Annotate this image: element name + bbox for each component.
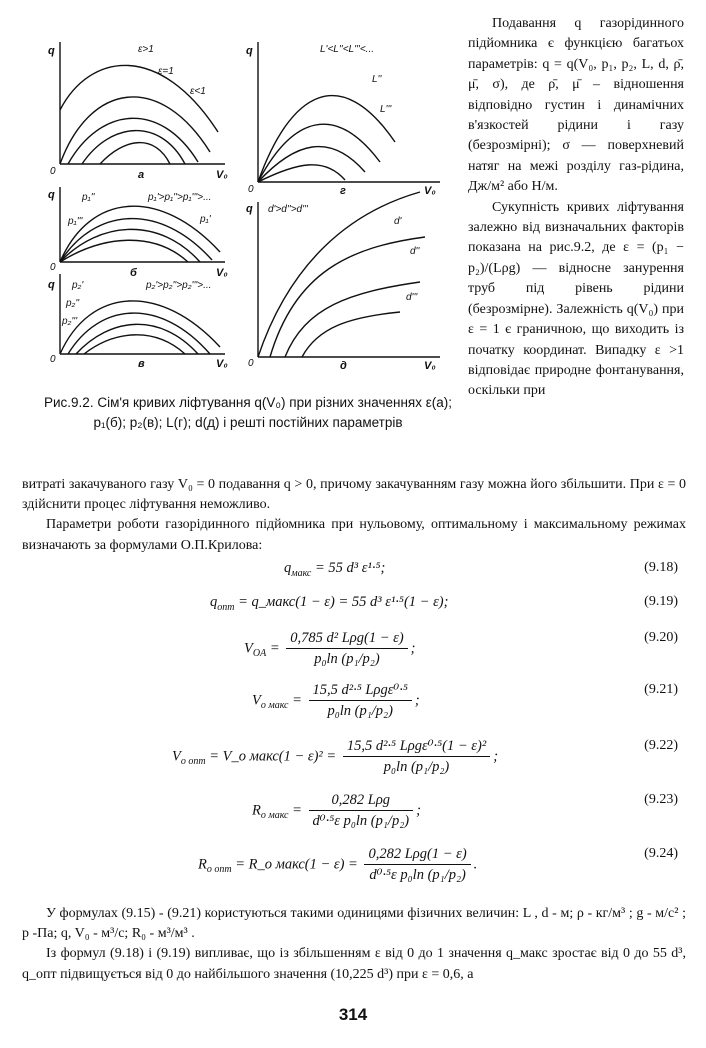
- panel-d-q-label: q: [246, 203, 253, 215]
- panel-b-origin: 0: [50, 262, 56, 273]
- panel-b-letter: б: [130, 267, 137, 279]
- panel-g-label-2: L'': [372, 74, 382, 85]
- page-number: 314: [338, 1005, 368, 1024]
- paragraph: Сукупність кривих ліфтування залежно від визначальних факторів показана на рис.9.2, де ε = (p₁ − p₂)/(Lρg) — відносне занурення труб під рівень рідини (безрозмірне). Залежність q(V₀) при ε = 1 є граничною, що виходить із початку координат. Випадку ε >1 відповідає природне фонтанування, оскільки при: [468, 199, 684, 399]
- panel-d-label-3: d'': [410, 246, 420, 257]
- panel-g-label-1: L'<L''<L'''<...: [320, 44, 374, 55]
- paragraph: Параметри роботи газорідинного підйомника при нульовому, оптимальному і максимальному режимах визначають за формулами О.П.Крилова:: [22, 517, 686, 553]
- panel-d-letter: д: [340, 360, 347, 372]
- equation-9-19: $q_{опт}$ = q_макс(1 − ε) = 55 d³ ε¹·⁵(1 − ε); (9.19): [210, 594, 678, 613]
- panel-v-label-1: p₂': [72, 280, 84, 291]
- panel-g-label-3: L''': [380, 104, 392, 115]
- panel-a-letter: a: [138, 169, 145, 181]
- paragraph: витраті закачуваного газу V₀ = 0 подавання q > 0, причому закачуванням газу можна його збільшити. При ε = 0 здійснити процес ліфтування неможливо.: [22, 477, 686, 513]
- panel-a-x-label: V₀: [216, 169, 228, 181]
- figure-9-2: [20, 12, 460, 372]
- equation-9-18: $q_{макс} = 55$ d³ ε¹·⁵; (9.18): [284, 560, 678, 579]
- panel-a-origin: 0: [50, 166, 56, 177]
- panel-v-label-2: p₂'': [66, 298, 80, 309]
- equation-9-22: $V_{o опт}$ = V_o макс(1 − ε)² = $\frac{\text{15,5 d²·⁵ Lρgε⁰·⁵(1 − ε)²}}{\text{p₀ln (p₁/p₂)}}$ ; (9.22): [172, 738, 678, 775]
- panel-d-label-1: d'>d''>d''': [268, 204, 308, 215]
- panel-b-label-3: p₁''': [68, 216, 83, 227]
- right-column-text: [468, 14, 684, 402]
- equation-9-20: $V_{OA}$ = $\frac{\text{0,785 d² Lρg(1 − ε)}}{\text{p₀ln (p₁/p₂)}}$ ; (9.20): [244, 630, 678, 667]
- panel-g-origin: 0: [248, 184, 254, 195]
- panel-v-label-3: p₂''': [62, 316, 78, 327]
- equation-9-24: $R_{o опт}$ = R_o макс(1 − ε) = $\frac{\text{0,282 Lρg(1 − ε)}}{\text{d⁰·⁵ε p₀ln (p₁/p₂)}}$ . (9.24): [198, 846, 678, 883]
- equation-9-21: $V_{o макс}$ = $\frac{\text{15,5 d²·⁵ Lρgε⁰·⁵}}{\text{p₀ln (p₁/p₂)}}$ ; (9.21): [252, 682, 678, 719]
- panel-a: [60, 42, 225, 164]
- panel-a-label-2: ε=1: [158, 66, 174, 77]
- panel-d: [258, 192, 440, 357]
- panel-d-origin: 0: [248, 358, 254, 369]
- panel-b-label-4: p₁': [200, 214, 211, 225]
- panel-g-letter: г: [340, 185, 346, 197]
- paragraph: У формулах (9.15) - (9.21) користуються такими одиницями фізичних величин: L , d - м; ρ - кг/м³ ; g - м/с² ; p -Па; q, V₀ - м³/с; R₀ - м³/м³ .: [22, 906, 686, 942]
- panel-v-x-label: V₀: [216, 358, 228, 370]
- paragraph: Подавання q газорідинного підйомника є функцією багатьох параметрів: q = q(V₀, p₁, p₂, L, d, ρ̄, μ̄, σ), де ρ̄, μ̄ – відношення відповідно густин і динамічних в'язкостей рідини і газу (безрозмірні); σ — поверхневий натяг на межі розділу газ-рідина, Дж/м² або Н/м.: [468, 16, 684, 195]
- panel-v-origin: 0: [50, 354, 56, 365]
- panel-d-label-4: d''': [406, 292, 418, 303]
- figure-caption: Рис.9.2. Сім'я кривих ліфтування q(V₀) при різних значеннях ε(а); p₁(б); p₂(в); L(г); d(д) і решті постійних параметрів: [44, 395, 452, 430]
- equation-9-23: $R_{o макс}$ = $\frac{\text{0,282 Lρg}}{\text{d⁰·⁵ε p₀ln (p₁/p₂)}}$ ; (9.23): [252, 792, 678, 829]
- panel-a-label-3: ε<1: [190, 86, 206, 97]
- panel-v-q-label: q: [48, 279, 55, 291]
- panel-g-x-label: V₀: [424, 185, 436, 197]
- panel-b-x-label: V₀: [216, 267, 228, 279]
- panel-a-q-label: q: [48, 45, 55, 57]
- body-text-2: [22, 904, 686, 985]
- panel-v-letter: в: [138, 358, 145, 370]
- panel-v-label-4: p₂'>p₂''>p₂'''>...: [146, 280, 212, 291]
- lift-curves-figure: [20, 12, 460, 372]
- body-text-1: [22, 475, 686, 556]
- panel-g: [258, 42, 440, 182]
- panel-b-label-1: p₁'>p₁''>p₁'''>...: [148, 192, 212, 203]
- panel-d-x-label: V₀: [424, 360, 436, 372]
- panel-b-q-label: q: [48, 189, 55, 201]
- paragraph: Із формул (9.18) і (9.19) випливає, що із збільшенням ε від 0 до 1 значення q_макс зростає від 0 до 55 d³, q_опт підвищується від 0 до найбільшого значення (10,225 d³) при ε = 0,6, а: [22, 946, 686, 982]
- panel-d-label-2: d': [394, 216, 402, 227]
- panel-b-label-2: p₁'': [82, 192, 95, 203]
- panel-a-label-1: ε>1: [138, 44, 154, 55]
- panel-g-q-label: q: [246, 45, 253, 57]
